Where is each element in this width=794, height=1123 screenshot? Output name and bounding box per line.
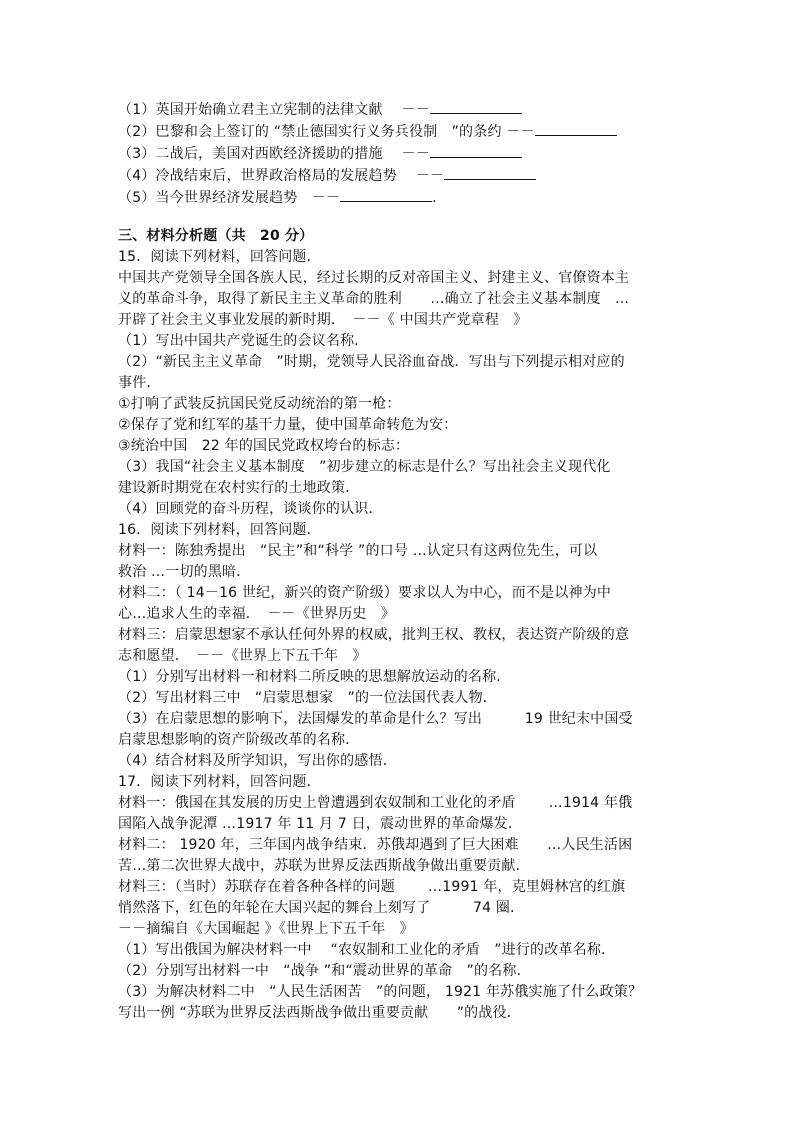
prompt-item: ②保存了党和红军的基干力量，使中国革命转危为安： <box>118 417 458 433</box>
answer-blank[interactable] <box>340 186 432 202</box>
sub-question: （2）分别写出材料一中 “战争 ”和“震动世界的革命 ”的名称． <box>118 963 531 979</box>
material-line: 材料二：（ 14－16 世纪，新兴的资产阶级）要求以人为中心，而不是以神为中 <box>118 585 612 601</box>
material-line: 材料三：启蒙思想家不承认任何外界的权威，批判王权、教权，表达资产阶级的意 <box>118 627 630 643</box>
sub-question: （1）分别写出材料一和材料二所反映的思想解放运动的名称． <box>118 669 511 685</box>
fill-in-item-1 <box>118 98 522 120</box>
fill-in-item-3 <box>118 142 522 164</box>
fill-in-text: （2）巴黎和会上签订的 “禁止德国实行义务兵役制 ”的条约 －－ <box>118 124 535 140</box>
material-line: 义的革命斗争，取得了新民主主义革命的胜利 …确立了社会主义基本制度 … <box>118 291 630 307</box>
sub-question: （4）回顾党的奋斗历程，谈谈你的认识． <box>118 501 383 517</box>
fill-in-item-5 <box>118 186 437 208</box>
question-heading-16: 16．阅读下列材料，回答问题． <box>118 522 321 538</box>
material-line: 苦…第二次世界大战中，苏联为世界反法西斯战争做出重要贡献． <box>118 858 530 874</box>
material-line: 中国共产党领导全国各族人民，经过长期的反对帝国主义、封建主义、官僚资本主 <box>118 270 630 286</box>
answer-blank[interactable] <box>444 164 536 180</box>
fill-in-text: （4）冷战结束后，世界政治格局的发展趋势 －－ <box>118 168 445 184</box>
sub-question: （3）为解决材料二中 “人民生活困苦 ”的问题， 1921 年苏俄实施了什么政策？ <box>118 984 643 1000</box>
source-citation: －－摘编自《大国崛起 》《世界上下五千年 》 <box>118 921 414 937</box>
question-heading-15: 15．阅读下列材料，回答问题． <box>118 249 321 265</box>
sub-question: 建设新时期党在农村实行的土地政策． <box>118 480 360 496</box>
sub-question: （2）写出材料三中 “启蒙思想家 ”的一位法国代表人物． <box>118 690 498 706</box>
material-line: 材料二： 1920 年，三年国内战争结束．苏俄却遇到了巨大困难 …人民生活困 <box>118 837 633 853</box>
fill-in-text: （3）二战后，美国对西欧经济援助的措施 －－ <box>118 146 430 162</box>
sub-question: （1）写出中国共产党诞生的会议名称． <box>118 333 369 349</box>
material-line: 志和愿望． －－《世界上下五千年 》 <box>118 648 367 664</box>
prompt-item: ③统治中国 22 年的国民党政权垮台的标志： <box>118 438 410 454</box>
sub-question: （3）我国“社会主义基本制度 ”初步建立的标志是什么？写出社会主义现代化 <box>118 459 611 475</box>
material-line: 材料三：（当时）苏联存在着各种各样的问题 …1991 年，克里姆林宫的红旗 <box>118 879 626 895</box>
material-line: 开辟了社会主义事业发展的新时期． －－《 中国共产党章程 》 <box>118 312 528 328</box>
fill-in-text: （5）当今世界经济发展趋势 －－ <box>118 190 341 206</box>
fill-in-item-2 <box>118 120 617 142</box>
prompt-item: ①打响了武装反抗国民党反动统治的第一枪： <box>118 396 401 412</box>
sub-question: （3）在启蒙思想的影响下，法国爆发的革命是什么？写出 19 世纪末中国受 <box>118 711 633 727</box>
answer-blank[interactable] <box>430 142 522 158</box>
material-line: 悄然落下，红色的年轮在大国兴起的舞台上刻写了 74 圈． <box>118 900 525 916</box>
fill-in-suffix: . <box>432 190 437 206</box>
fill-in-item-4 <box>118 164 536 186</box>
sub-question: 启蒙思想影响的资产阶级改革的名称． <box>118 732 360 748</box>
material-line: 材料一：陈独秀提出 “民主”和“科学 ”的口号 …认定只有这两位先生，可以 <box>118 543 598 559</box>
section-title: 三、材料分析题（共 20 分） <box>118 228 314 244</box>
sub-question: （1）写出俄国为解决材料一中 “农奴制和工业化的矛盾 ”进行的改革名称． <box>118 942 616 958</box>
sub-question: 事件． <box>118 375 161 391</box>
sub-question: （2）“新民主主义革命 ”时期，党领导人民浴血奋战．写出与下列提示相对应的 <box>118 354 625 370</box>
question-heading-17: 17．阅读下列材料，回答问题． <box>118 774 321 790</box>
material-line: 材料一：俄国在其发展的历史上曾遭遇到农奴制和工业化的矛盾 …1914 年俄 <box>118 795 633 811</box>
material-line: 心…追求人生的幸福． －－《世界历史 》 <box>118 606 395 622</box>
answer-blank[interactable] <box>535 120 617 136</box>
answer-blank[interactable] <box>430 98 522 114</box>
fill-in-text: （1）英国开始确立君主立宪制的法律文献 －－ <box>118 102 430 118</box>
material-line: 国陷入战争泥潭 …1917 年 11 月 7 日，震动世界的革命爆发． <box>118 816 523 832</box>
sub-question: （4）结合材料及所学知识，写出你的感悟． <box>118 753 397 769</box>
material-line: 救治 …一切的黑暗． <box>118 564 251 580</box>
sub-question: 写出一例 “苏联为世界反法西斯战争做出重要贡献 ”的战役． <box>118 1005 521 1021</box>
